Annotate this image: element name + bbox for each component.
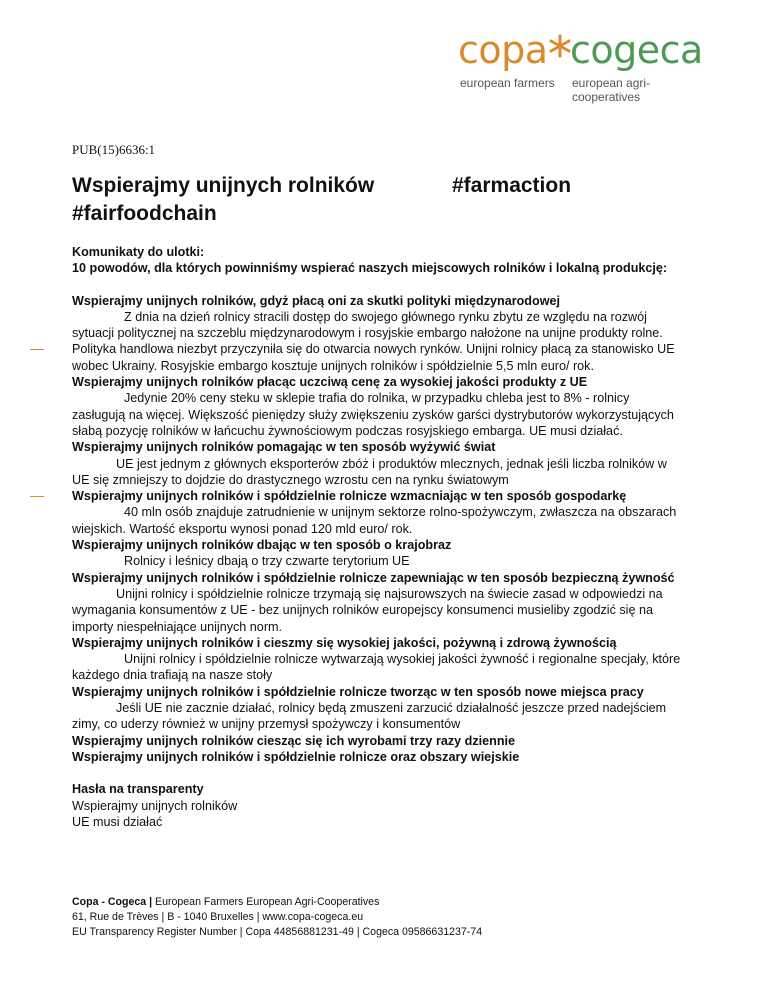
section-heading: Wspierajmy unijnych rolników i spółdzielnie rolnicze tworząc w ten sposób nowe miejsca pracy bbox=[72, 684, 644, 699]
asterisk-icon bbox=[548, 34, 572, 58]
banner-slogan: UE musi działać bbox=[72, 814, 163, 829]
title-main: Wspierajmy unijnych rolników bbox=[72, 174, 375, 197]
footer-register: EU Transparency Register Number | Copa 44856881231-49 | Cogeca 09586631237-74 bbox=[72, 926, 483, 938]
margin-mark bbox=[30, 349, 44, 350]
banners-heading: Hasła na transparenty bbox=[72, 782, 204, 797]
section-body: Rolnicy i leśnicy dbają o trzy czwarte terytorium UE bbox=[124, 554, 410, 569]
section-heading: Wspierajmy unijnych rolników, gdyż płacą oni za skutki polityki międzynarodowej bbox=[72, 293, 560, 308]
footer-org-line bbox=[72, 895, 692, 910]
logo-subtitle-cooperatives: european agri-cooperatives bbox=[572, 76, 651, 104]
copa-cogeca-logo bbox=[458, 26, 708, 104]
banner-slogan: Wspierajmy unijnych rolników bbox=[72, 798, 238, 813]
section-body: Z dnia na dzień rolnicy stracili dostęp do swojego głównego rynku zbytu ze względu na rozwój sytuacji politycznej na szczeblu międzynarodowym i rosyjskie embargo nałożone na unijne produkty rolne. Polityka handlowa niezbyt przyczyniła się do otwarcia nowych rynków. Unijni rolnicy płacą za stanowisko UE wobec Ukrainy. Rosyjskie embargo kosztuje unijnych rolników i spółdzielnie 5,5 mln euro/ rok. bbox=[72, 309, 675, 373]
document-reference: PUB(15)6636:1 bbox=[72, 142, 156, 157]
section-body: UE jest jednym z głównych eksporterów zbóż i produktów mlecznych, jednak jeśli liczba rolników w UE się zmniejszy to dojdzie do drastycznego wzrostu cen na rynku światowym bbox=[72, 456, 667, 487]
page-footer bbox=[72, 895, 692, 940]
closing-line-1: Wspierajmy unijnych rolników ciesząc się ich wyrobami trzy razy dziennie bbox=[72, 733, 516, 748]
section-heading: Wspierajmy unijnych rolników pomagając w ten sposób wyżywić świat bbox=[72, 440, 496, 455]
document-body bbox=[72, 244, 682, 830]
section-body: Jeśli UE nie zacznie działać, rolnicy będą zmuszeni zarzucić działalność jeszcze przed nadejściem zimy, co uderzy również w unijny przemysł spożywczy i konsumentów bbox=[72, 701, 667, 732]
footer-address: 61, Rue de Trèves | B - 1040 Bruxelles | www.copa-cogeca.eu bbox=[72, 911, 364, 923]
section-heading: Wspierajmy unijnych rolników płacąc uczciwą cenę za wysokiej jakości produkty z UE bbox=[72, 375, 588, 390]
logo-cogeca-text: cogeca bbox=[570, 28, 703, 72]
section-body: Jedynie 20% ceny steku w sklepie trafia do rolnika, w przypadku chleba jest to 8% - rolnicy zasługują na więcej. Większość pieniędzy służy zwiększeniu zysków garści dystrybutorów wykorzystujących słabą pozycję rolników w łańcuchu żywnościowym podczas rosyjskiego embarga. UE musi działać. bbox=[72, 391, 674, 438]
footer-org-name: Copa - Cogeca | bbox=[72, 896, 153, 908]
section-body: Unijni rolnicy i spółdzielnie rolnicze trzymają się najsurowszych na świecie zasad w odpowiedzi na wymagania konsumentów z UE - bez unijnych rolników europejscy konsumenci musieliby zgodzić się na importy niespełniające unijnych norm. bbox=[72, 586, 663, 634]
title-hashtag-farmaction: #farmaction bbox=[452, 174, 572, 197]
document-title bbox=[72, 172, 712, 228]
section-heading: Wspierajmy unijnych rolników i spółdzielnie rolnicze zapewniając w ten sposób bezpieczną żywność bbox=[72, 570, 675, 585]
section-heading: Wspierajmy unijnych rolników i spółdzielnie rolnicze wzmacniając w ten sposób gospodarkę bbox=[72, 489, 627, 504]
section-heading: Wspierajmy unijnych rolników dbając w ten sposób o krajobraz bbox=[72, 538, 452, 553]
section-heading: Wspierajmy unijnych rolników i cieszmy się wysokiej jakości, pożywną i zdrową żywnością bbox=[72, 635, 617, 650]
section-body: Unijni rolnicy i spółdzielnie rolnicze wytwarzają wysokiej jakości żywność i regionalne specjały, które każdego dnia trafiają na nasze stoły bbox=[72, 652, 681, 683]
closing-line-2: Wspierajmy unijnych rolników i spółdzielnie rolnicze oraz obszary wiejskie bbox=[72, 749, 520, 764]
logo-subtitle-farmers: european farmers bbox=[460, 76, 555, 90]
intro-line-1: Komunikaty do ulotki: bbox=[72, 245, 205, 259]
section-body: 40 mln osób znajduje zatrudnienie w unijnym sektorze rolno-spożywczym, zwłaszcza na obszarach wiejskich. Wartość eksportu wynosi ponad 120 mld euro/ rok. bbox=[72, 505, 677, 536]
title-hashtag-fairfoodchain: #fairfoodchain bbox=[72, 202, 217, 225]
intro-line-2: 10 powodów, dla których powinniśmy wspierać naszych miejscowych rolników i lokalną produkcję: bbox=[72, 261, 668, 276]
logo-copa-text: copa bbox=[458, 28, 548, 72]
margin-mark bbox=[30, 496, 44, 497]
footer-org-description: European Farmers European Agri-Cooperatives bbox=[152, 896, 380, 908]
